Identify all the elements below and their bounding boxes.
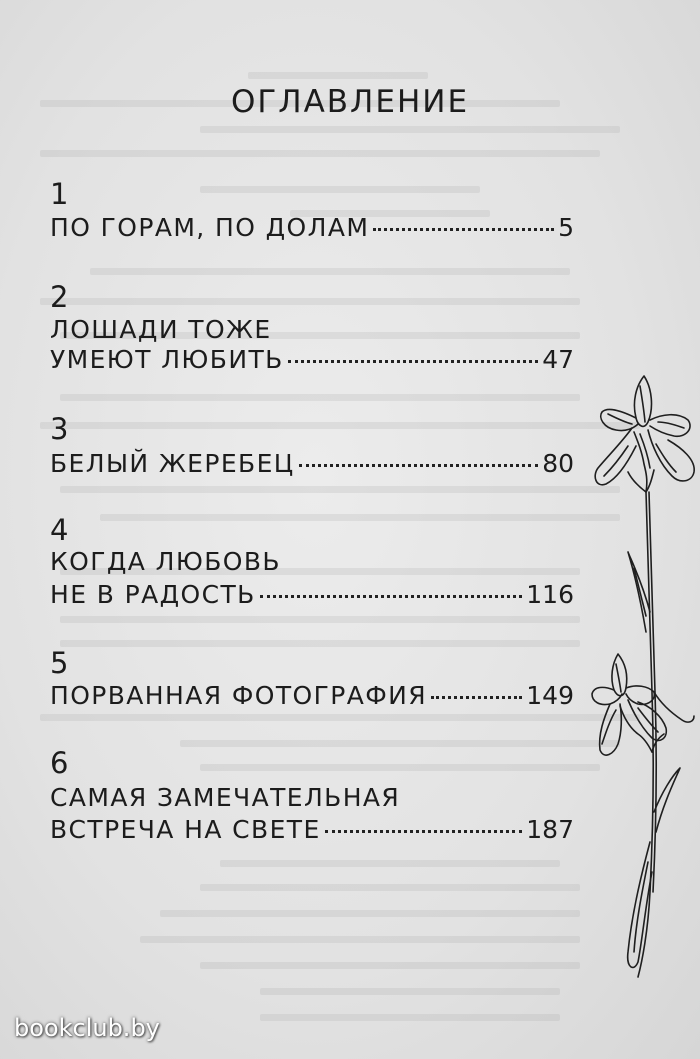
dot-leader [299, 464, 539, 467]
chapter-title: ПО ГОРАМ, ПО ДОЛАМ [50, 213, 370, 242]
toc-entry-3[interactable] [50, 449, 574, 481]
page-number: 187 [526, 815, 574, 844]
dot-leader [325, 830, 523, 833]
dot-leader [288, 360, 539, 363]
chapter-number: 5 [50, 646, 69, 680]
dot-leader [260, 595, 523, 598]
page-number: 80 [542, 449, 574, 478]
toc-entry-4[interactable] [50, 580, 574, 612]
chapter-title: НЕ В РАДОСТЬ [50, 580, 256, 609]
page-number: 47 [542, 345, 574, 374]
toc-entry-2[interactable] [50, 345, 574, 377]
chapter-title: ВСТРЕЧА НА СВЕТЕ [50, 815, 321, 844]
chapter-title: САМАЯ ЗАМЕЧАТЕЛЬНАЯ [50, 783, 401, 812]
chapter-number: 4 [50, 513, 69, 547]
chapter-number: 6 [50, 746, 69, 780]
chapter-title: УМЕЮТ ЛЮБИТЬ [50, 345, 284, 374]
chapter-title: КОГДА ЛЮБОВЬ [50, 547, 281, 576]
iris-flower-icon [588, 372, 700, 982]
watermark: bookclub.by [14, 1014, 160, 1042]
chapter-number: 1 [50, 177, 69, 211]
chapter-title: ЛОШАДИ ТОЖЕ [50, 315, 272, 344]
chapter-title: ПОРВАННАЯ ФОТОГРАФИЯ [50, 681, 427, 710]
page-number: 116 [526, 580, 574, 609]
chapter-title: БЕЛЫЙ ЖЕРЕБЕЦ [50, 449, 295, 478]
dot-leader [431, 696, 522, 699]
chapter-number: 2 [50, 280, 69, 314]
dot-leader [373, 228, 554, 231]
page-number: 149 [526, 681, 574, 710]
toc-entry-1[interactable] [50, 213, 574, 245]
toc-title: ОГЛАВЛЕНИЕ [230, 84, 470, 120]
toc-entry-5[interactable] [50, 681, 574, 713]
chapter-number: 3 [50, 412, 69, 446]
page-number: 5 [558, 213, 574, 242]
toc-entry-6[interactable] [50, 815, 574, 847]
